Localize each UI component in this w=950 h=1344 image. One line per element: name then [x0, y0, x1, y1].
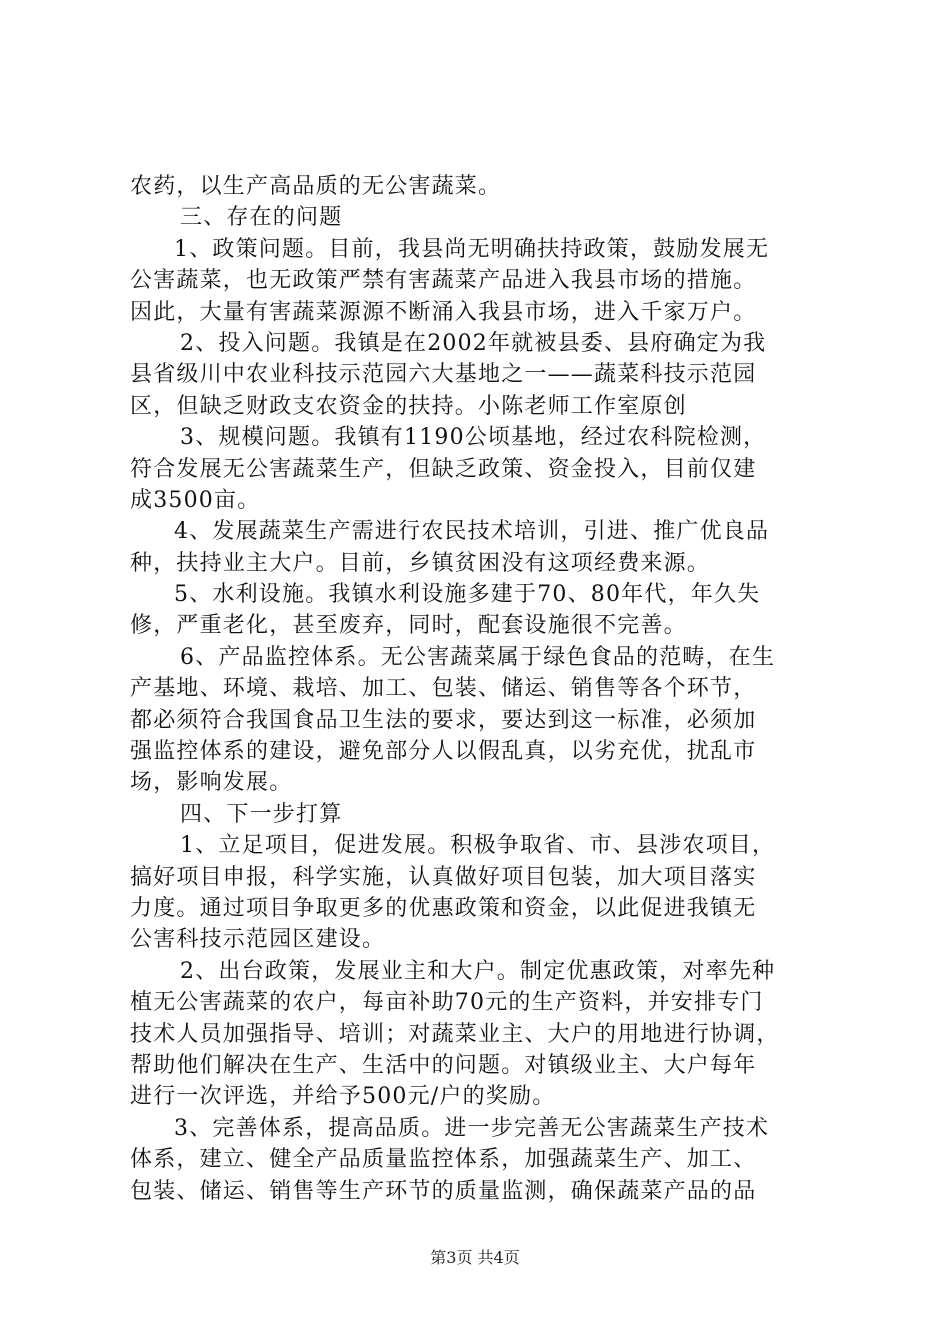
text-line: 力度。通过项目争取更多的优惠政策和资金，以此促进我镇无: [130, 895, 757, 921]
text-line: 公害蔬菜，也无政策严禁有害蔬菜产品进入我县市场的措施。: [130, 268, 757, 294]
text-line: 强监控体系的建设，避免部分人以假乱真，以劣充优，扰乱市: [130, 739, 757, 765]
text-line: 1、政策问题。目前，我县尚无明确扶持政策，鼓励发展无: [174, 236, 770, 262]
document-body: [130, 171, 830, 1207]
text-line: 符合发展无公害蔬菜生产，但缺乏政策、资金投入，目前仅建: [130, 456, 757, 482]
text-line: 进行一次评选，并给予500元/户的奖励。: [130, 1084, 556, 1110]
text-line: 4、发展蔬菜生产需进行农民技术培训，引进、推广优良品: [174, 519, 770, 545]
section-heading: 三、存在的问题: [180, 205, 343, 231]
text-line: 场，影响发展。: [130, 770, 293, 796]
text-line: 成3500亩。: [130, 487, 261, 513]
text-line: 植无公害蔬菜的农户，每亩补助70元的生产资料，并安排专门: [130, 990, 764, 1016]
text-line: 包装、储运、销售等生产环节的质量监测，确保蔬菜产品的品: [130, 1178, 757, 1204]
text-line: 产基地、环境、栽培、加工、包装、储运、销售等各个环节，: [130, 676, 757, 702]
text-line: 1、立足项目，促进发展。积极争取省、市、县涉农项目，: [180, 833, 776, 859]
text-line: 3、完善体系，提高品质。进一步完善无公害蔬菜生产技术: [174, 1115, 770, 1141]
text-line: 区，但缺乏财政支农资金的扶持。小陈老师工作室原创: [130, 393, 687, 419]
page-number-footer: 第3页 共4页: [430, 1248, 520, 1267]
text-line: 县省级川中农业科技示范园六大基地之一——蔬菜科技示范园: [130, 362, 757, 388]
text-line: 帮助他们解决在生产、生活中的问题。对镇级业主、大户每年: [130, 1052, 757, 1078]
text-line: 因此，大量有害蔬菜源源不断涌入我县市场，进入千家万户。: [130, 299, 757, 325]
text-line: 技术人员加强指导、培训；对蔬菜业主、大户的用地进行协调，: [130, 1021, 780, 1047]
text-line: 2、投入问题。我镇是在2002年就被县委、县府确定为我: [180, 330, 767, 356]
text-line: 6、产品监控体系。无公害蔬菜属于绿色食品的范畴，在生: [180, 644, 776, 670]
text-line: 农药，以生产高品质的无公害蔬菜。: [130, 174, 502, 199]
text-line: 种，扶持业主大户。目前，乡镇贫困没有这项经费来源。: [130, 550, 711, 576]
text-line: 搞好项目申报，科学实施，认真做好项目包装，加大项目落实: [130, 864, 757, 890]
text-line: 都必须符合我国食品卫生法的要求，要达到这一标准，必须加: [130, 707, 757, 733]
text-line: 3、规模问题。我镇有1190公顷基地，经过农科院检测，: [180, 425, 767, 451]
text-line: 公害科技示范园区建设。: [130, 927, 386, 953]
text-line: 体系，建立、健全产品质量监控体系，加强蔬菜生产、加工、: [130, 1147, 757, 1173]
text-line: 修，严重老化，甚至废弃，同时，配套设施很不完善。: [130, 613, 687, 639]
section-heading: 四、下一步打算: [180, 801, 343, 827]
text-line: 5、水利设施。我镇水利设施多建于70、80年代，年久失: [174, 582, 761, 608]
text-line: 2、出台政策，发展业主和大户。制定优惠政策，对率先种: [180, 958, 776, 984]
